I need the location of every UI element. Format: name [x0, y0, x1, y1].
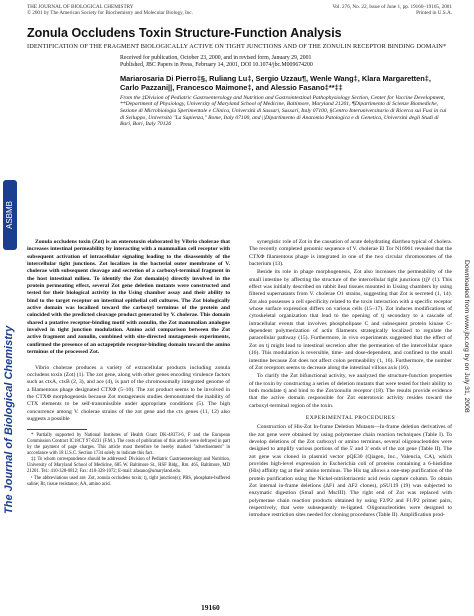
author-line: Carlo Pazzani||, Francesco Maimone‡, and Alessio Fasano‡**‡‡ [120, 82, 343, 92]
published-date[interactable]: Published, JBC Papers in Press, February 14, 2001, DOI 10.1074/jbc.M009674200 [120, 61, 313, 68]
body-paragraph: Construction of His-Zot In-frame Deletion Mutants—In-frame deletion derivatives of the zot gene were obtained by using polymerase chain reaction techniques (Table I). To develop deletions of the Zot carboxyl or amino terminus, several oligonucleotides were designed to amplify various portions of the 5' and 3' ends of the zot gene (Table II). The zot gene was cloned in plasmid vector pQE30 (Qiagen, Inc., Valencia, CA), which provides high-level expression in Escherichia coli of proteins containing a 6-histidine (His) affinity tag at their amino terminus. The His tag allows a one-step purification of the protein purification using the Nickel-nitrilotriacetic acid resin capture column. To obtain Zot internal in-frame deletions (ΔF1 and ΔF2 clones), pSU119 (19) was subjected to enzymatic digestion (SmaI and MscIII). The right end of Zot was replaced with polymerase chain reaction products obtained by using F2/P2 and F1/P2 primer pairs, respectively, that were subsequently re-ligated. Oligonucleotides were designed to introduce restriction sites needed for cloning procedures (Table II). Amplification prod- [249, 424, 452, 519]
body-paragraph: synergistic role of Zot in the causation of acute dehydrating diarrhea typical of cholera. The recently completed genomic sequence of V. cholerae El Tor N16961 revealed that the CTXΦ filamentous phage is integrated in one of the two circular chromosomes of the bacterium (13). [249, 239, 452, 268]
footnote-funding: * Partially supported by National Institutes of Health Grant DK-48373-6, F and the European Commission Contract IC18CT 97-0231 (F.M.). The costs of publication of this article were defrayed in part by the payment of page charges. This article must therefore be hereby marked "advertisement" in accordance with 18 U.S.C. Section 1734 solely to indicate this fact. [27, 433, 230, 456]
author-line: Mariarosaria Di Pierro‡§, Ruliang Lu‡, Sergio Uzzau¶, Wenle Wang‡, Klara Margaretten‡, [120, 73, 431, 83]
journal-header [27, 4, 452, 16]
page-number: 19160 [201, 603, 220, 612]
two-column-body [27, 239, 452, 521]
intro-paragraph: Vibrio cholerae produces a variety of extracellular products including zonula occludens toxin (Zot) (1). The zot gene, along with other genes encoding virulence factors such as ctxA, ctxB (2, 3), and ace (4), is part of the chromosomally integrated genome of a filamentous phage designated CTXΦ (5–10). The zot product seems to be involved in the CTXΦ morphogenesis because Zot mutagenesis studies demonstrated the inability of CTX elements to be self-transmissible under appropriate conditions (5). The high concurrence among V. cholerae strains of the zot gene and the ctx genes (11, 12) also suggests a possible [27, 364, 230, 422]
footnote-correspondence[interactable]: ‡‡ To whom correspondence should be addressed: Division of Pediatric Gastroenterology and Nutrition, University of Maryland School of Medicine, 685 W. Baltimore St., HSF Bldg., Rm. 465, Baltimore, MD 21201. Tel.: 410-328-0812; Fax: 410-328-1072; E-mail: afasano@umaryland.edu. [27, 457, 230, 475]
section-heading: EXPERIMENTAL PROCEDURES [305, 414, 396, 421]
download-notice[interactable]: Downloaded from www.jbc.org by on July 31, 2008 [463, 260, 470, 413]
footnote-divider [27, 429, 87, 430]
author-list [120, 74, 452, 92]
volume-line: Vol. 276, No. 22, Issue of June 1, pp. 19160–19165, 2001 [332, 4, 452, 10]
printed-line: Printed in U.S.A. [416, 10, 452, 16]
sidebar-journal-name: The Journal of Biological Chemistry [3, 325, 15, 515]
header-right [332, 4, 452, 16]
asbmb-logo: ASBMB [3, 180, 17, 250]
publication-dates [120, 55, 452, 69]
journal-sidebar [0, 0, 20, 616]
body-paragraph: Beside its role in phage morphogenesis, Zot also increases the permeability of the small intestine by affecting the structure of the intercellular tight junctions (tj)¹ (1). This effect was initially described on rabbit ileal tissues mounted in Ussing chambers by using filtered supernatants from V. cholerae O1 strains, suggesting that Zot is secreted (1, 14). Zot also possesses a cell specificity related to the toxin interaction with a specific receptor whose surface expression differs on various cells (15–17). Zot induces modifications of cytoskeletal organization that lead to the opening of tj secondary to a cascade of intracellular events that involves phospholipase C and subsequent protein kinase C-dependent polymerization of actin filaments strategically localized to regulate the paracellular pathway (15). Furthermore, in vivo experiments suggested that the effect of Zot on tj might lead to intestinal secretion after the permeation of the intercellular space (16). This modulation is reversible, time- and dose-dependent, and confined to the small intestine because Zot does not affect colon permeability (1, 16). Furthermore, the number of Zot receptors seems to decrease along the intestinal villous axis (16). [249, 269, 452, 371]
journal-name-line: THE JOURNAL OF BIOLOGICAL CHEMISTRY [27, 4, 134, 10]
right-column [249, 239, 452, 521]
article-page [27, 4, 452, 128]
article-title: Zonula Occludens Toxin Structure-Function Analysis [27, 26, 342, 40]
footnote-abbreviations: ¹ The abbreviations used are: Zot, zonula occludens toxin; tj, tight junction(s); PBS, phosphate-buffered saline; Rt, tissue resistance; AA, amino acid. [27, 475, 230, 487]
article-subtitle: IDENTIFICATION OF THE FRAGMENT BIOLOGICALLY ACTIVE ON TIGHT JUNCTIONS AND OF THE ZONULIN RECEPTOR BINDING DOMAIN* [27, 43, 447, 50]
header-left [27, 4, 193, 16]
affiliations: From the ‡Division of Pediatric Gastroenterology and Nutrition and Gastrointestinal Pathophysiology Section, Center for Vaccine Development, **Department of Physiology, University of Maryland School of Medicine, Baltimore, Maryland 21201, ¶Dipartimento di Scienze Biomediche, Sezione di Microbiologia Sperimentale e Clinica, Università di Sassari, Sassari, Italy 07100, §Centro Interuniversitario di Ricerca sui Fusi in cui di Sviluppo, Università "La Sapienza," Rome, Italy 07100, and ||Dipartimento di Anatomia Patologica e di Genetica, Università degli Studi di Bari, Bari, Italy 70126 [120, 94, 447, 128]
body-paragraph: To clarify the Zot bifunctional activity, we analyzed the structure-function properties of the toxin by constructing a series of deletion mutants that were tested for their ability to both modulate tj and bind to the Zot/zonulin receptor (18). The results provide evidence that the active domain responsible for Zot enterotoxic activity resides toward the carboxyl-terminal region of the toxin. [249, 373, 452, 409]
left-column [27, 239, 230, 521]
abstract: Zonula occludens toxin (Zot) is an enterotoxin elaborated by Vibrio cholerae that increases intestinal permeability by interacting with a mammalian cell receptor with subsequent activation of intracellular signaling leading to the disassembly of the intercellular tight junctions. Zot localizes in the bacterial outer membrane of V. cholerae with subsequent cleavage and secretion of a carboxyl-terminal fragment in the host intestinal milieu. To identify the Zot domain(s) directly involved in the protein permeating effect, several Zot gene deletion mutants were constructed and tested for their biological activity in the Using chamber assay and their ability to bind to the target receptor on intestinal epithelial cell cultures. The Zot biologically active domain was localized toward the carboxyl terminus of the protein and coincided with the predicted cleavage product generated by V. cholerae. This domain shared a putative receptor-binding motif with zonulin, the Zot mammalian analogue involved in tight junction modulation. Amino acid comparison between the Zot active fragment and zonulin, combined with site-directed mutagenesis experiments, confirmed the presence of an octapeptide receptor-binding domain toward the amino terminus of the processed Zot. [27, 239, 230, 356]
copyright-line: © 2001 by The American Society for Biochemistry and Molecular Biology, Inc. [27, 10, 193, 16]
footnotes [27, 433, 230, 487]
received-date: Received for publication, October 23, 2000, and in revised form, January 29, 2001 [120, 54, 312, 61]
